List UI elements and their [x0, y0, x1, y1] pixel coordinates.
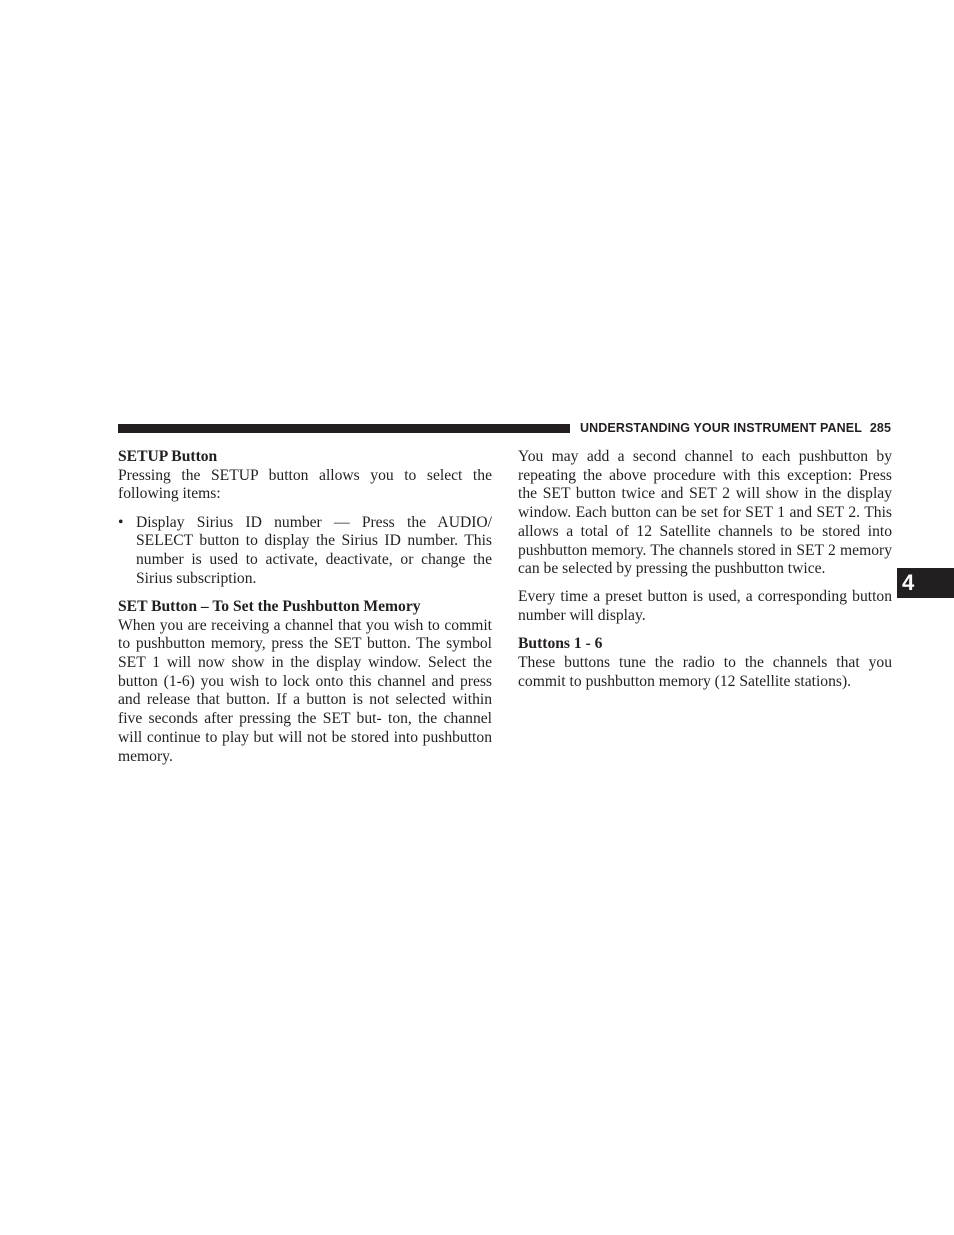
buttons-heading: Buttons 1 - 6	[518, 635, 603, 653]
setup-intro: Pressing the SETUP button allows you to select the following items:	[118, 466, 492, 503]
left-column	[118, 448, 492, 766]
bullet-icon: •	[118, 513, 124, 531]
header-rule	[118, 424, 570, 433]
setup-heading: SETUP Button	[118, 448, 218, 465]
set-body: When you are receiving a channel that you wish to commit to pushbutton memory, press the SET button. The symbol SET 1 will now show in the display window. Select the button (1-6) you wish to lock onto this channel and press and release that button. If a button is not selected within five seconds after pressing the SET but- ton, the channel will continue to play but will not be stored into pushbutton memory.	[118, 616, 492, 765]
buttons-paragraph: These buttons tune the radio to the channels that you commit to pushbutton memory (12 Satellite stations).	[518, 654, 892, 690]
section-title: UNDERSTANDING YOUR INSTRUMENT PANEL	[580, 421, 862, 435]
preset-paragraph: Every time a preset button is used, a corresponding button number will display.	[518, 588, 892, 625]
right-column	[518, 448, 892, 691]
page-number: 285	[869, 421, 891, 435]
bullet-text: Display Sirius ID number — Press the AUDIO/ SELECT button to display the Sirius ID number. This number is used to activate, deactivate, or change the Sirius subscription.	[136, 513, 492, 587]
set-heading: SET Button – To Set the Pushbutton Memory	[118, 597, 421, 615]
chapter-tab: 4	[897, 568, 954, 598]
running-header	[580, 420, 891, 436]
second-channel-paragraph: You may add a second channel to each pushbutton by repeating the above procedure with this exception: Press the SET button twice and SET 2 will show in the display window. Each button can be set for SET 1 and SET 2. This allows a total of 12 Satellite channels to be stored into pushbutton memory. The channels stored in SET 2 memory can be selected by pressing the pushbutton twice.	[518, 448, 892, 578]
list-item	[118, 514, 492, 589]
